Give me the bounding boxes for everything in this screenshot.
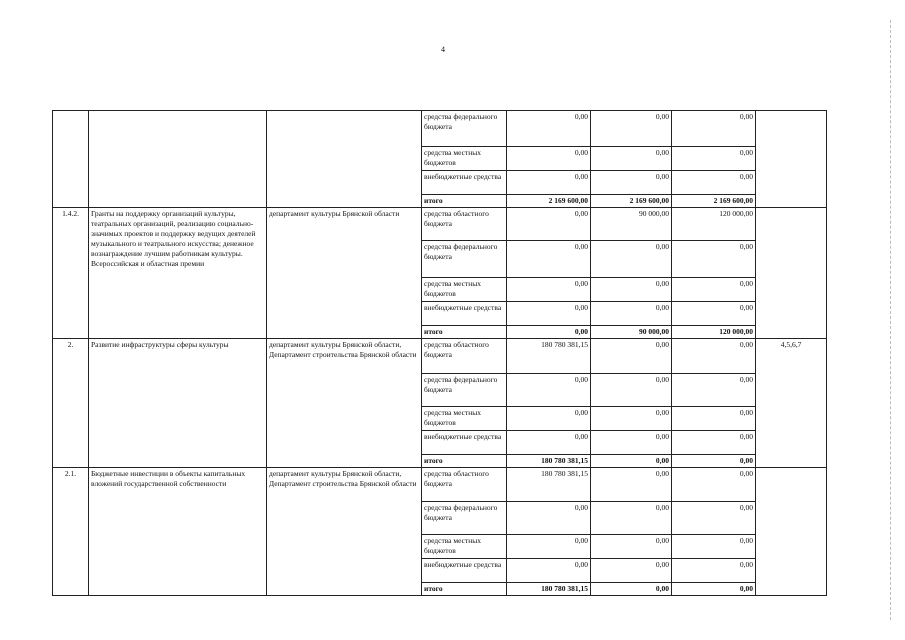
amount-year-3: 0,00 bbox=[672, 468, 756, 502]
funding-source: итого bbox=[422, 195, 507, 208]
amount-year-2: 0,00 bbox=[591, 583, 672, 596]
amount-year-3: 0,00 bbox=[672, 535, 756, 559]
amount-year-2: 0,00 bbox=[591, 339, 672, 374]
funding-source: средства федерального бюджета bbox=[422, 502, 507, 535]
funding-source: средства федерального бюджета bbox=[422, 241, 507, 278]
indicator-refs bbox=[756, 468, 827, 596]
amount-year-1: 2 169 600,00 bbox=[507, 195, 591, 208]
amount-year-3: 0,00 bbox=[672, 455, 756, 468]
item-number: 2. bbox=[53, 339, 89, 468]
item-executor: департамент культуры Брянской области bbox=[267, 208, 422, 339]
amount-year-2: 0,00 bbox=[591, 468, 672, 502]
funding-source: средства областного бюджета bbox=[422, 339, 507, 374]
amount-year-1: 0,00 bbox=[507, 278, 591, 302]
amount-year-3: 0,00 bbox=[672, 407, 756, 431]
amount-year-2: 0,00 bbox=[591, 535, 672, 559]
funding-source: внебюджетные средства bbox=[422, 302, 507, 326]
amount-year-2: 0,00 bbox=[591, 278, 672, 302]
amount-year-2: 90 000,00 bbox=[591, 208, 672, 241]
item-number bbox=[53, 111, 89, 208]
funding-source: средства местных бюджетов bbox=[422, 535, 507, 559]
item-name: Гранты на поддержку организаций культуры, театральных организаций, реализацию социально-значимых проектов и поддержку ведущих деятелей музыкального и театрального искусства; денежное вознаграждение лучшим работникам культуры. Всероссийская и областная премии bbox=[89, 208, 267, 339]
amount-year-2: 0,00 bbox=[591, 374, 672, 407]
item-number: 1.4.2. bbox=[53, 208, 89, 339]
item-executor bbox=[267, 111, 422, 208]
amount-year-2: 2 169 600,00 bbox=[591, 195, 672, 208]
amount-year-1: 0,00 bbox=[507, 147, 591, 171]
amount-year-3: 0,00 bbox=[672, 278, 756, 302]
amount-year-1: 180 780 381,15 bbox=[507, 583, 591, 596]
item-name: Развитие инфраструктуры сферы культуры bbox=[89, 339, 267, 468]
amount-year-1: 0,00 bbox=[507, 111, 591, 147]
indicator-refs bbox=[756, 208, 827, 339]
amount-year-1: 0,00 bbox=[507, 431, 591, 455]
funding-source: средства областного бюджета bbox=[422, 208, 507, 241]
amount-year-3: 0,00 bbox=[672, 431, 756, 455]
amount-year-2: 90 000,00 bbox=[591, 326, 672, 339]
amount-year-2: 0,00 bbox=[591, 559, 672, 583]
amount-year-3: 0,00 bbox=[672, 147, 756, 171]
amount-year-1: 0,00 bbox=[507, 374, 591, 407]
amount-year-3: 0,00 bbox=[672, 171, 756, 195]
amount-year-3: 0,00 bbox=[672, 559, 756, 583]
funding-source: средства местных бюджетов bbox=[422, 278, 507, 302]
amount-year-2: 0,00 bbox=[591, 431, 672, 455]
amount-year-3: 0,00 bbox=[672, 241, 756, 278]
amount-year-1: 0,00 bbox=[507, 241, 591, 278]
amount-year-1: 0,00 bbox=[507, 208, 591, 241]
amount-year-1: 180 780 381,15 bbox=[507, 455, 591, 468]
amount-year-2: 0,00 bbox=[591, 302, 672, 326]
amount-year-1: 0,00 bbox=[507, 559, 591, 583]
funding-source: средства федерального бюджета bbox=[422, 111, 507, 147]
funding-source: средства областного бюджета bbox=[422, 468, 507, 502]
amount-year-3: 0,00 bbox=[672, 111, 756, 147]
funding-source: внебюджетные средства bbox=[422, 559, 507, 583]
amount-year-3: 0,00 bbox=[672, 302, 756, 326]
page-number: 4 bbox=[441, 45, 445, 54]
funding-source: итого bbox=[422, 326, 507, 339]
amount-year-1: 180 780 381,15 bbox=[507, 339, 591, 374]
amount-year-2: 0,00 bbox=[591, 111, 672, 147]
amount-year-1: 0,00 bbox=[507, 326, 591, 339]
item-name: Бюджетные инвестиции в объекты капитальных вложений государственной собственности bbox=[89, 468, 267, 596]
table-row bbox=[53, 468, 827, 502]
amount-year-1: 0,00 bbox=[507, 302, 591, 326]
amount-year-3: 120 000,00 bbox=[672, 208, 756, 241]
item-executor: департамент культуры Брянской области, Департамент строительства Брянской области bbox=[267, 339, 422, 468]
table-row bbox=[53, 339, 827, 374]
item-number: 2.1. bbox=[53, 468, 89, 596]
item-executor: департамент культуры Брянской области, Департамент строительства Брянской области bbox=[267, 468, 422, 596]
amount-year-2: 0,00 bbox=[591, 171, 672, 195]
amount-year-1: 180 780 381,15 bbox=[507, 468, 591, 502]
amount-year-2: 0,00 bbox=[591, 407, 672, 431]
item-name bbox=[89, 111, 267, 208]
amount-year-3: 0,00 bbox=[672, 583, 756, 596]
funding-source: итого bbox=[422, 583, 507, 596]
amount-year-1: 0,00 bbox=[507, 502, 591, 535]
funding-source: внебюджетные средства bbox=[422, 171, 507, 195]
amount-year-3: 0,00 bbox=[672, 502, 756, 535]
funding-source: внебюджетные средства bbox=[422, 431, 507, 455]
indicator-refs: 4,5,6,7 bbox=[756, 339, 827, 468]
amount-year-1: 0,00 bbox=[507, 171, 591, 195]
amount-year-1: 0,00 bbox=[507, 407, 591, 431]
indicator-refs bbox=[756, 111, 827, 208]
amount-year-1: 0,00 bbox=[507, 535, 591, 559]
budget-table bbox=[52, 110, 827, 596]
amount-year-3: 0,00 bbox=[672, 339, 756, 374]
amount-year-3: 0,00 bbox=[672, 374, 756, 407]
amount-year-2: 0,00 bbox=[591, 502, 672, 535]
amount-year-3: 2 169 600,00 bbox=[672, 195, 756, 208]
scan-edge-line bbox=[890, 20, 891, 620]
amount-year-2: 0,00 bbox=[591, 147, 672, 171]
table-row bbox=[53, 208, 827, 241]
funding-source: итого bbox=[422, 455, 507, 468]
funding-source: средства местных бюджетов bbox=[422, 407, 507, 431]
funding-source: средства федерального бюджета bbox=[422, 374, 507, 407]
table-row bbox=[53, 111, 827, 147]
amount-year-3: 120 000,00 bbox=[672, 326, 756, 339]
funding-source: средства местных бюджетов bbox=[422, 147, 507, 171]
amount-year-2: 0,00 bbox=[591, 241, 672, 278]
amount-year-2: 0,00 bbox=[591, 455, 672, 468]
